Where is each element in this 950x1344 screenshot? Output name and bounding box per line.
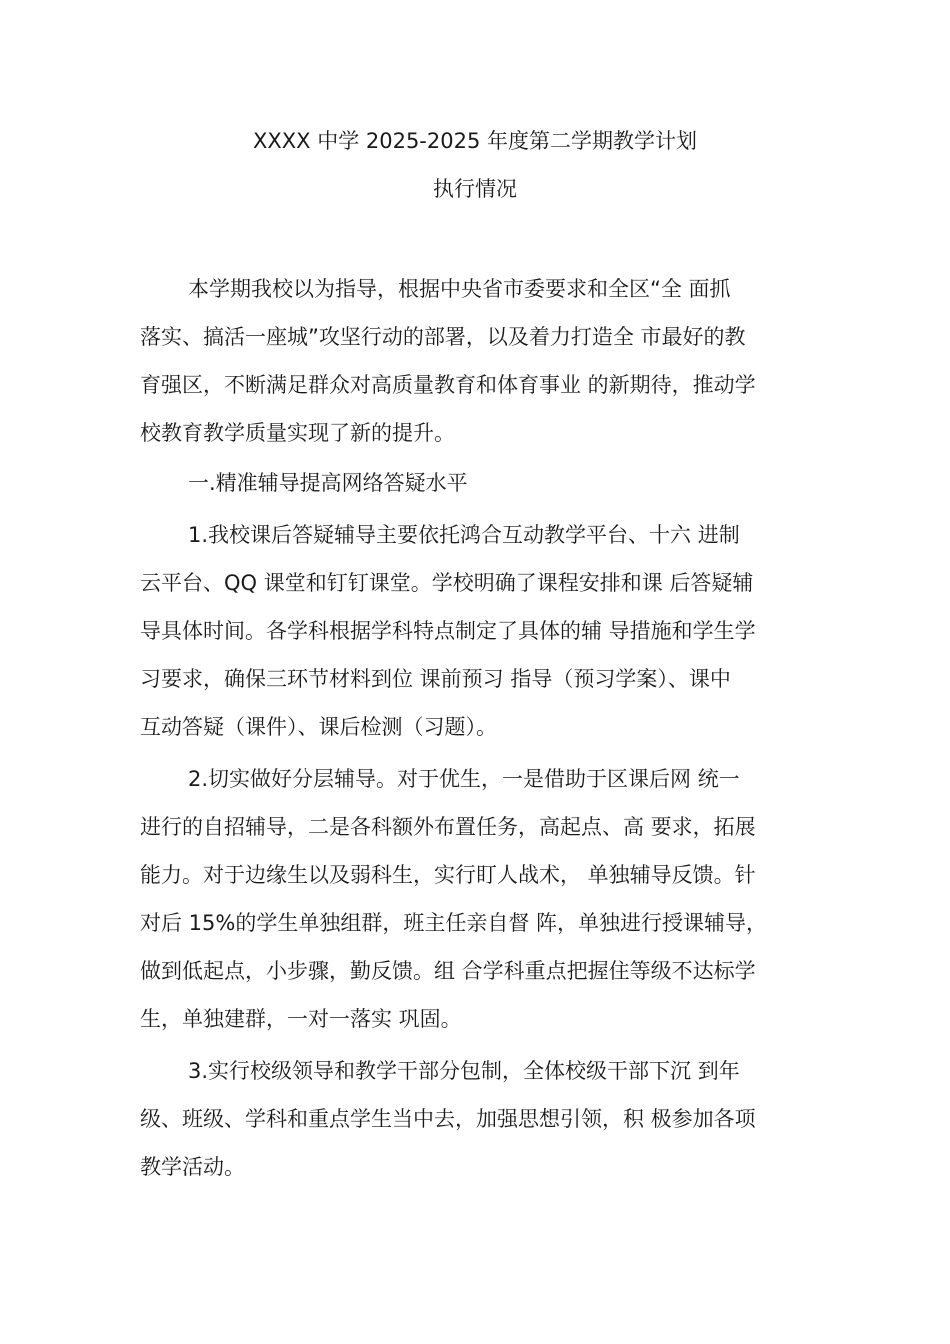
paragraph-item-3 — [140, 1047, 830, 1191]
text-line: 落实、搞活一座城”攻坚行动的部署，以及着力打造全 市最好的教 — [140, 325, 746, 349]
title-line: 执行情况 — [433, 177, 517, 201]
section-heading — [140, 459, 830, 507]
paragraph-item-1 — [140, 511, 830, 751]
text-line: 3.实行校级领导和教学干部分包制，全体校级干部下沉 到年 — [188, 1059, 740, 1083]
document-title — [130, 117, 820, 213]
title-line: XXXX 中学 2025-2025 年度第二学期教学计划 — [252, 129, 698, 153]
text-line: 进行的自招辅导，二是各科额外布置任务，高起点、高 要求，拓展 — [140, 815, 756, 839]
paragraph-intro — [140, 265, 830, 457]
text-line: 做到低起点，小步骤，勤反馈。组 合学科重点把握住等级不达标学 — [140, 959, 756, 983]
text-line: 教学活动。 — [140, 1155, 245, 1179]
text-line: 2.切实做好分层辅导。对于优生，一是借助于区课后网 统一 — [188, 767, 740, 791]
text-line: 级、班级、学科和重点学生当中去，加强思想引领，积 极参加各项 — [140, 1107, 756, 1131]
heading-line: 一.精准辅导提高网络答疑水平 — [188, 471, 468, 495]
text-line: 习要求，确保三环节材料到位 课前预习 指导（预习学案）、课中 — [140, 667, 731, 691]
text-line: 对后 15%的学生单独组群，班主任亲自督 阵，单独进行授课辅导， — [140, 911, 768, 935]
text-line: 育强区，不断满足群众对高质量教育和体育事业 的新期待，推动学 — [140, 373, 756, 397]
text-line: 校教育教学质量实现了新的提升。 — [140, 421, 455, 445]
text-line: 能力。对于边缘生以及弱科生，实行盯人战术， 单独辅导反馈。针 — [140, 863, 756, 887]
text-line: 1.我校课后答疑辅导主要依托鸿合互动教学平台、十六 进制 — [188, 523, 740, 547]
text-line: 生，单独建群，一对一落实 巩固。 — [140, 1007, 462, 1031]
document-body — [140, 265, 830, 1191]
paragraph-item-2 — [140, 755, 830, 1043]
text-line: 云平台、QQ 课堂和钉钉课堂。学校明确了课程安排和课 后答疑辅 — [140, 571, 754, 595]
text-line: 本学期我校以为指导，根据中央省市委要求和全区“全 面抓 — [188, 277, 731, 301]
text-line: 互动答疑（课件）、课后检测（习题）。 — [140, 715, 497, 739]
text-line: 导具体时间。各学科根据学科特点制定了具体的辅 导措施和学生学 — [140, 619, 756, 643]
